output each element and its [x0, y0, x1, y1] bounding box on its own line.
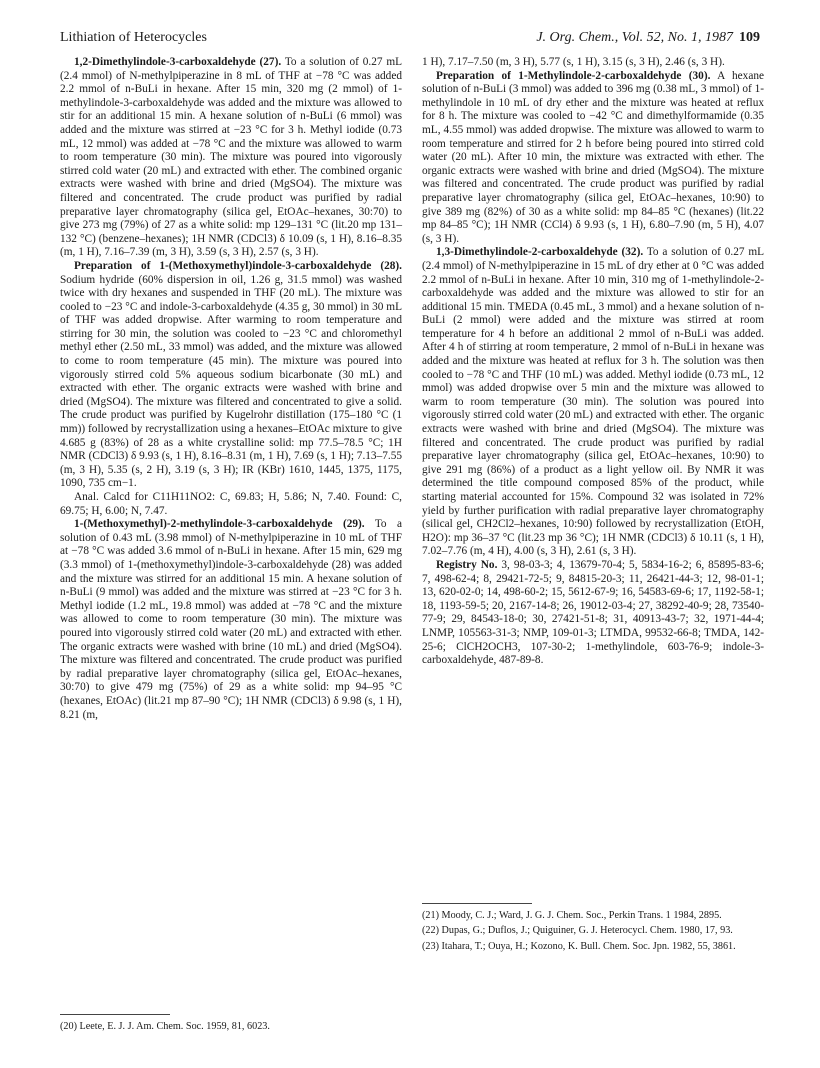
paragraph-compound-28	[60, 260, 402, 491]
journal-name: J. Org. Chem., Vol. 52, No. 1, 1987	[536, 30, 733, 45]
footnote-21: (21) Moody, C. J.; Ward, J. G. J. Chem. Soc., Perkin Trans. 1 1984, 2895.	[422, 910, 722, 921]
page-number: 109	[739, 30, 760, 45]
compound-30-title: Preparation of 1-Methylindole-2-carboxaldehyde (30).	[436, 69, 711, 82]
right-footnotes	[422, 893, 764, 956]
compound-28-body: Sodium hydride (60% dispersion in oil, 1.26 g, 31.5 mmol) was washed twice with dry hexanes and suspended in THF (20 mL). The mixture was cooled to −23 °C and indole-3-carboxaldehyde (4.35 g, 30 mmol) in 30 mL of THF was added dropwise. After warming to room temperature and stirring for 30 min, the solution was cooled to −23 °C and chloromethyl methyl ether (2.50 mL, 33 mmol) was added, and the mixture was allowed to come to room temperature (45 min). The mixture was poured into vigorously stirred cold 5% aqueous sodium bicarbonate (30 mL) and extracted with ether. The organic extracts were washed with brine and dried (MgSO4). The mixture was filtered and concentrated to give a solid. The crude product was purified by Kugelrohr distillation (175–180 °C (1 mm)) followed by recrystallization using a hexanes–EtOAc mixture to give 4.685 g (83%) of 28 as a white crystalline solid: mp 77.5–78.5 °C; 1H NMR (CDCl3) δ 9.93 (s, 1 H), 8.16–8.31 (m, 1 H), 7.69 (s, 1 H); 7.13–7.55 (m, 3 H), 5.35 (s, 2 H), 3.19 (s, 3 H); IR (KBr) 1610, 1445, 1375, 1175, 1090, 735 cm−1.	[60, 273, 402, 490]
paragraph-compound-30	[422, 70, 764, 247]
registry-label: Registry No.	[436, 558, 498, 571]
left-column	[60, 56, 402, 722]
registry-body: 3, 98-03-3; 4, 13679-70-4; 5, 5834-16-2; 6, 85895-83-6; 7, 498-62-4; 8, 29421-72-5; 9, 84815-20-3; 11, 26421-44-3; 12, 98-01-1; 13, 620-02-0; 14, 498-60-2; 15, 5612-67-9; 16, 54583-69-6; 17, 1192-58-1; 18, 1193-59-5; 20, 2167-14-8; 26, 19012-03-4; 27, 38292-40-9; 28, 73540-77-9; 29, 84543-18-0; 30, 27421-51-8; 31, 40913-43-7; 32, 1971-44-4; LNMP, 105563-31-3; NMP, 109-01-3; LTMDA, 99532-66-8; TMDA, 142-25-6; ClCH2OCH3, 107-30-2; 1-methylindole, 603-76-9; indole-3-carboxaldehyde, 487-89-8.	[422, 558, 765, 667]
compound-30-body: A hexane solution of n-BuLi (3 mmol) was added to 396 mg (0.38 mL, 3 mmol) of 1-methylindole in 10 mL of dry ether and the mixture was heated at reflux for 8 h. The mixture was cooled to −42 °C and dimethylformamide (0.35 mL, 4.55 mmol) was added dropwise. The mixture was allowed to warm to room temperature and stirred for 2 h before being poured into stirred cold water (20 mL). After 10 min, the mixture was extracted with ether. The organic extracts were washed with brine and dried (MgSO4). The mixture was filtered and concentrated. The crude product was purified by radial preparative layer chromatography (silica gel, EtOAc–hexanes, 10:90) to give 389 mg (82%) of 30 as a white solid: mp 84–85 °C (hexanes) (lit.22 mp 84–85 °C); 1H NMR (CCl4) δ 9.93 (s, 1 H), 6.80–7.90 (m, 5 H), 4.07 (s, 3 H).	[422, 69, 765, 245]
compound-29-continued: 1 H), 7.17–7.50 (m, 3 H), 5.77 (s, 1 H), 3.15 (s, 3 H), 2.46 (s, 3 H).	[422, 56, 725, 68]
footnote-20: (20) Leete, E. J. J. Am. Chem. Soc. 1959, 81, 6023.	[60, 1021, 270, 1032]
compound-32-body: To a solution of 0.27 mL (2.4 mmol) of N-methylpiperazine in 15 mL of dry ether at 0 °C was added 2.2 mmol of n-BuLi in hexane. After 10 min, 310 mg of 1-methylindole-2-carboxaldehyde was added and the mixture was allowed to stir for an additional 15 min. TMEDA (0.45 mL, 3 mmol) and a hexane solution of n-BuLi (2 mmol) were added and the mixture was stirred at room temperature for 4 h before an additional 2 mmol of n-BuLi was added. After 4 h of stirring at room temperature, 2 mmol of n-BuLi in hexane was added and the mixture was heated at reflux for 3 h. The solution was then cooled to −78 °C and THF (10 mL) was added. Methyl iodide (0.73 mL, 12 mmol) was added dropwise over 5 min and the mixture was allowed to warm to room temperature (30 min). The solution was poured into vigorously stirred cold water (20 mL) and extracted with ether. The organic extracts were washed with brine and dried (MgSO4). The mixture was filtered and concentrated. The crude product was purified by radial preparative layer chromatography (silica gel, EtOAc–hexanes, 10:90) to give 291 mg (86%) of a product as a light yellow oil. By NMR it was determined the title compound composed 85% of the product, while starting material accounted for 15%. Compound 32 was isolated in 72% yield by further purification with radial preparative layer chromatography (silical gel, CH2Cl2–hexanes, 10:90) followed by recrystallization (EtOH, H2O): mp 36–37 °C (lit.23 mp 36 °C); 1H NMR (CDCl3) δ 10.11 (s, 1 H), 7.02–7.76 (m, 4 H), 4.00 (s, 3 H), 2.61 (s, 3 H).	[422, 246, 765, 558]
compound-32-title: 1,3-Dimethylindole-2-carboxaldehyde (32).	[436, 246, 644, 259]
compound-27-body: To a solution of 0.27 mL (2.4 mmol) of N-methylpiperazine in 8 mL of THF at −78 °C was added 2.2 mmol of n-BuLi in hexane. After 15 min, 320 mg (2 mmol) of 1-methylindole-3-carboxaldehyde was added and the mixture was allowed to stir for an additional 15 min. A hexane solution of n-BuLi (6 mmol) was added and the mixture was stirred at −23 °C for 3 h. Methyl iodide (0.73 mL, 12 mmol) was added at −78 °C and the mixture was allowed to warm to room temperature (30 min). The mixture was poured into vigorously stirred cold water (20 mL) and extracted with ether. The combined organic extracts were washed with brine and dried (MgSO4). The mixture was filtered and concentrated. The crude product was purified by radial preparative layer chromatography (silica gel, EtOAc–hexanes, 30:70) to give 273 mg (79%) of 27 as a white solid: mp 129–131 °C (lit.20 mp 131–132 °C) (benzene–hexanes); 1H NMR (CDCl3) δ 10.09 (s, 1 H), 8.16–8.35 (m, 1 H), 7.16–7.39 (m, 3 H), 3.59 (s, 3 H), 2.57 (s, 3 H).	[60, 56, 403, 259]
compound-28-title: Preparation of 1-(Methoxymethyl)indole-3-carboxaldehyde (28).	[74, 259, 402, 272]
footnote-23: (23) Itahara, T.; Ouya, H.; Kozono, K. Bull. Chem. Soc. Jpn. 1982, 55, 3861.	[422, 940, 736, 952]
footnote-divider	[60, 1014, 170, 1015]
paragraph-compound-29	[60, 518, 402, 722]
footnote-divider-right	[422, 903, 532, 904]
compound-29-body: To a solution of 0.43 mL (3.98 mmol) of N-methylpiperazine in 10 mL of THF at −78 °C was added 3.6 mmol of n-BuLi in hexane. After 15 min, 629 mg (3.3 mmol) of 1-(methoxymethyl)indole-3-carboxaldehyde (28) was added and the mixture was stirred for an additional 15 min. A hexane solution of n-BuLi (9 mmol) was added and the mixture was stirred at −23 °C for 3 h. Methyl iodide (1.2 mL, 19.8 mmol) was added at −78 °C and the mixture was allowed to come to room temperature (30 min). The mixture was poured into vigorously stirred cold water (20 mL) and extracted with ether. The organic extracts were washed with brine (10 mL) and dried (MgSO4). The mixture was filtered and concentrated. The crude product was purified by radial preparative layer chromatography (silica gel, EtOAc–hexanes, 30:70) to give 479 mg (75%) of 29 as a white solid: mp 94–95 °C (hexanes, EtOAc) (lit.21 mp 87–90 °C); 1H NMR (CDCl3) δ 9.98 (s, 1 H), 8.21 (m,	[60, 518, 402, 721]
journal-citation	[536, 30, 760, 46]
paragraph-compound-32	[422, 246, 764, 559]
elemental-analysis: Anal. Calcd for C11H11NO2: C, 69.83; H, 5.86; N, 7.40. Found: C, 69.75; H, 6.00; N, 7.47.	[60, 491, 402, 517]
registry-numbers	[422, 559, 764, 668]
running-title: Lithiation of Heterocycles	[60, 30, 207, 45]
left-footnotes	[60, 1004, 402, 1036]
compound-27-title: 1,2-Dimethylindole-3-carboxaldehyde (27).	[74, 56, 282, 68]
page-header	[60, 30, 760, 50]
compound-29-title: 1-(Methoxymethyl)-2-methylindole-3-carboxaldehyde (29).	[74, 518, 365, 531]
paragraph-compound-27	[60, 56, 402, 260]
right-column	[422, 56, 764, 668]
footnote-22: (22) Dupas, G.; Duflos, J.; Quiguiner, G. J. Heterocycl. Chem. 1980, 17, 93.	[422, 925, 733, 937]
